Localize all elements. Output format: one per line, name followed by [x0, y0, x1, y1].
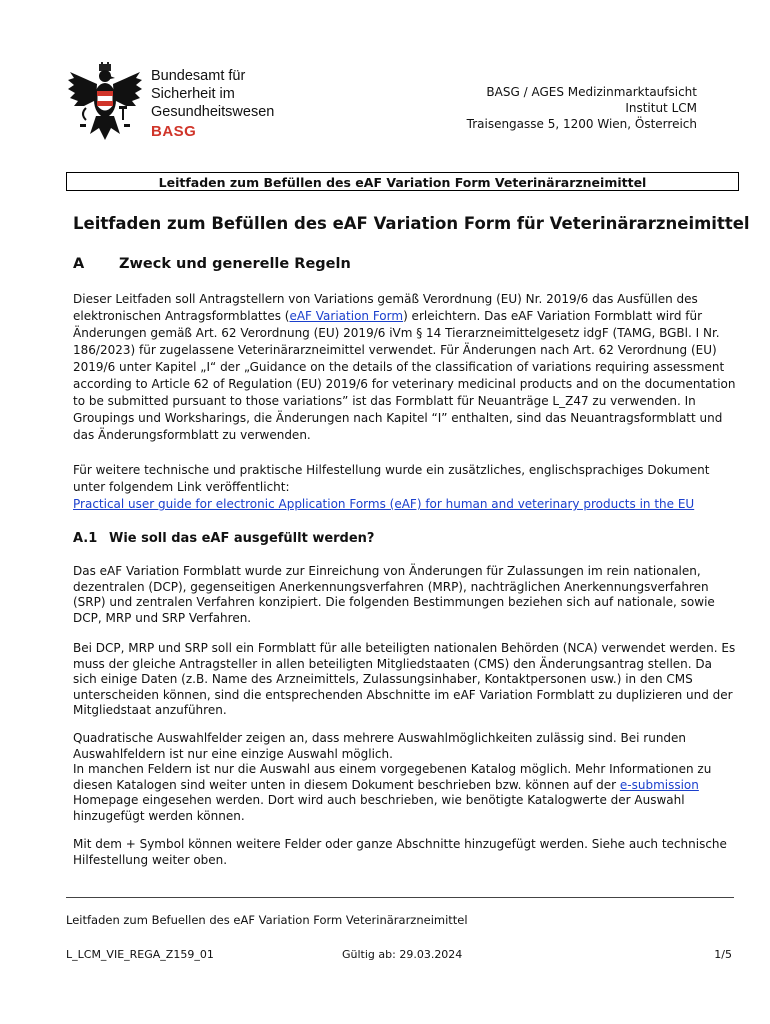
address-line: Traisengasse 5, 1200 Wien, Österreich	[466, 117, 697, 131]
paragraph-text: ) erleichtern. Das eAF Variation Formblatt wird für Änderungen gemäß Art. 62 Verordnung (EU) 2019/6 iVm § 14 Tierarzneimittelgesetz idgF (TAMG, BGBl. I Nr. 186/2023) für zugelassene Veterinärarzneimittel verwendet. Für Änderungen nach Art. 62 Verordnung (EU) 2019/6 unter Kapitel „I“ der „Guidance on the details of the classification of variations requiring assessment according to Article 62 of Regulation (EU) 2019/6 for veterinary medicinal products and on the documentation to be submitted pursuant to those variations” ist das Formblatt für Neuanträge L_Z47 zu verwenden. In Groupings und Worksharings, die Änderungen nach Kapitel “I” enthalten, sind das Neuantragsformblatt und das Änderungsformblatt zu verwenden.	[73, 309, 736, 442]
main-heading: Leitfaden zum Befüllen des eAF Variation Form für Veterinärarzneimittel	[73, 214, 750, 233]
logo-line: Sicherheit im	[151, 86, 235, 102]
logo-line: Bundesamt für	[151, 68, 246, 84]
logo-line: Gesundheitswesen	[151, 104, 275, 120]
paragraph-text: Quadratische Auswahlfelder zeigen an, dass mehrere Auswahlmöglichkeiten zulässig sind. Bei runden Auswahlfeldern ist nur eine einzige Auswahl möglich.	[73, 731, 687, 761]
section-a1-heading	[73, 531, 374, 546]
paragraph-text: Für weitere technische und praktische Hilfestellung wurde ein zusätzliches, englischsprachiges Dokument unter folgendem Link veröffentlicht:	[73, 463, 710, 494]
paragraph-dcp-mrp: Bei DCP, MRP und SRP soll ein Formblatt für alle beteiligten nationalen Behörden (NCA) verwendet werden. Es muss der gleiche Antragsteller in allen beteiligten Mitgliedstaaten (CMS) den Änderungsantrag stellen. Da sich einige Daten (z.B. Name des Arzneimittels, Zulassungsinhaber, Kontaktpersonen usw.) in den CMS unterscheiden können, sind die entsprechenden Abschnitte im eAF Variation Formblatt zu duplizieren und der Mitgliedstaat anzuführen.	[73, 641, 736, 717]
austrian-eagle-logo-icon	[66, 62, 144, 144]
eaf-variation-form-link[interactable]: eAF Variation Form	[289, 309, 404, 323]
address-line: BASG / AGES Medizinmarktaufsicht	[486, 85, 697, 99]
footer-valid-date: Gültig ab: 29.03.2024	[342, 948, 463, 961]
document-title-box: Leitfaden zum Befüllen des eAF Variation Form Veterinärarzneimittel	[66, 172, 739, 191]
logo-wordmark	[151, 67, 274, 141]
footer-title: Leitfaden zum Befuellen des eAF Variation Form Veterinärarzneimittel	[66, 913, 468, 927]
e-submission-link[interactable]: e-submission	[619, 777, 699, 792]
paragraph-selection-fields	[73, 731, 738, 824]
logo-abbreviation: BASG	[151, 123, 197, 140]
paragraph-plus-symbol: Mit dem + Symbol können weitere Felder oder ganze Abschnitte hinzugefügt werden. Siehe auch technische Hilfestellung weiter oben.	[73, 837, 727, 867]
paragraph-help	[73, 462, 738, 513]
paragraph-text: Dieser Leitfaden soll Antragstellern von Variations gemäß Verordnung (EU) Nr. 2019/6 das Ausfüllen des elektronischen Antragsformblattes (	[73, 292, 698, 323]
footer-page-number: 1/5	[714, 948, 732, 961]
section-title: Wie soll das eAF ausgefüllt werden?	[109, 531, 375, 546]
section-a-heading	[73, 256, 351, 272]
paragraph-text: Homepage eingesehen werden. Dort wird auch beschrieben, wie benötigte Katalogwerte der Auswahl hinzugefügt werden können.	[73, 793, 685, 823]
address-line: Institut LCM	[625, 101, 697, 115]
paragraph-text: In manchen Feldern ist nur die Auswahl aus einem vorgegebenen Katalog möglich. Mehr Informationen zu diesen Katalogen sind weiter unten in diesem Dokument beschrieben bzw. können auf der	[73, 762, 712, 792]
footer-document-id: L_LCM_VIE_REGA_Z159_01	[66, 948, 214, 961]
section-number: A.1	[73, 531, 98, 546]
paragraph-procedures: Das eAF Variation Formblatt wurde zur Einreichung von Änderungen für Zulassungen im rein nationalen, dezentralen (DCP), gegenseitigen Anerkennungsverfahren (MRP), nachträglichen Anerkennungsverfahren (SRP) und zentralen Verfahren konzipiert. Die folgenden Bestimmungen beziehen sich auf nationale, sowie DCP, MRP und SRP Verfahren.	[73, 564, 715, 625]
address-block	[467, 84, 697, 132]
section-number: A	[73, 256, 85, 272]
footer-divider	[66, 897, 734, 898]
practical-user-guide-link[interactable]: Practical user guide for electronic Application Forms (eAF) for human and veterinary products in the EU	[73, 497, 695, 511]
paragraph-purpose	[73, 291, 738, 444]
section-title: Zweck und generelle Regeln	[119, 256, 351, 272]
